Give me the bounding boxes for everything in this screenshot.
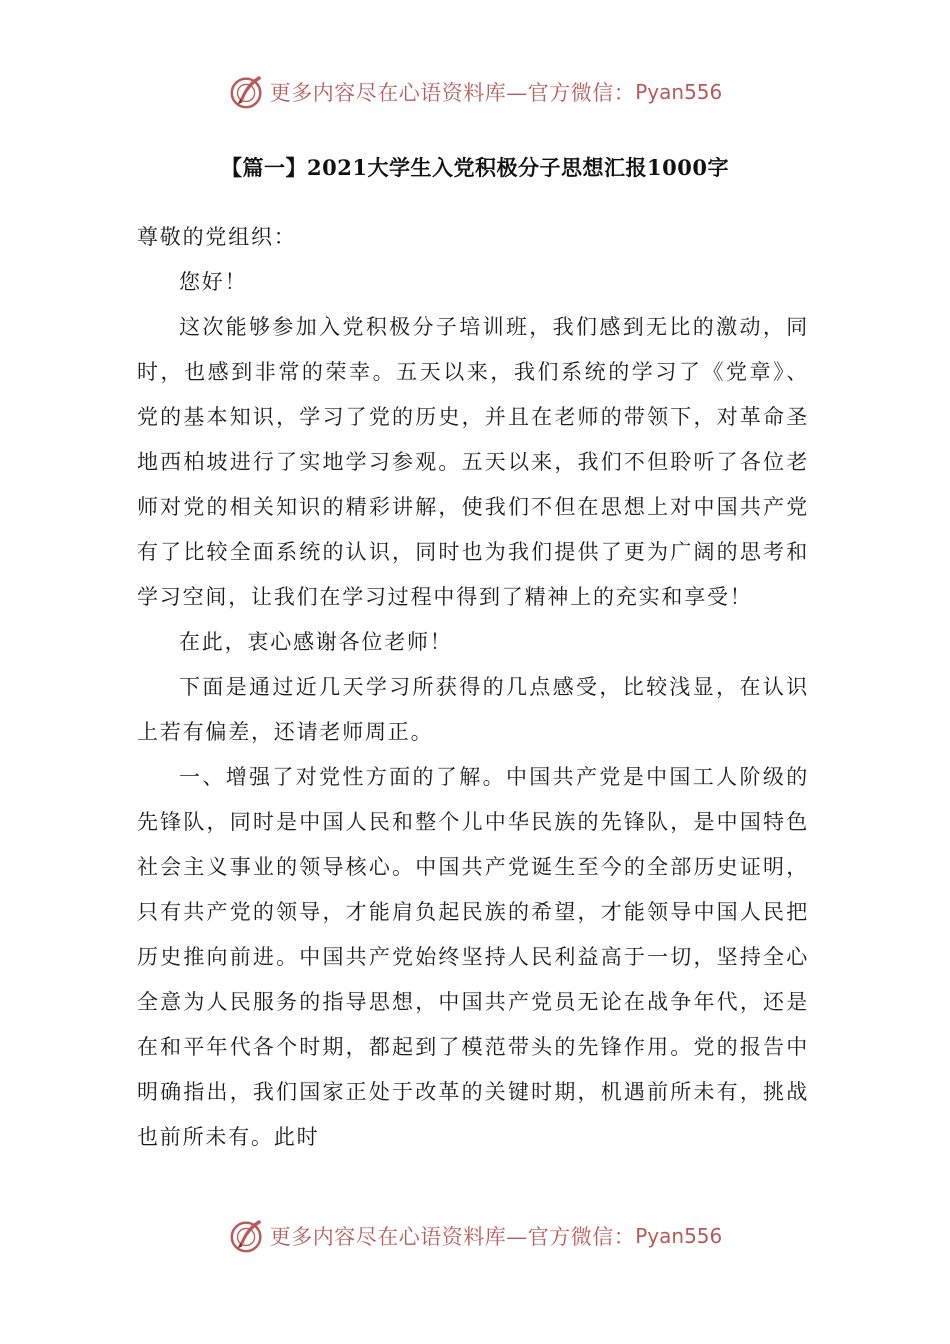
document-title: 【篇一】2021大学生入党积极分子思想汇报1000字 [221,155,729,180]
quill-logo-icon [228,1217,266,1255]
paragraph-thanks: 在此，衷心感谢各位老师！ [179,630,453,654]
paragraph-greeting: 您好！ [179,270,248,294]
paragraph-intro: 这次能够参加入党积极分子培训班，我们感到无比的激动，同时，也感到非常的荣幸。五天以来，我们系统的学习了《党章》、党的基本知识，学习了党的历史，并且在老师的带领下，对革命圣地西柏坡进行了实地学习参观。五天以来，我们不但聆听了各位老师对党的相关知识的精彩讲解，使我们不但在思想上对中国共产党有了比较全面系统的认识，同时也为我们提供了更为广阔的思考和学习空间，让我们在学习过程中得到了精神上的充实和享受！ [137,315,809,609]
document-body [137,215,809,1160]
banner-text: 更多内容尽在心语资料库—官方微信： [269,81,636,105]
salutation: 尊敬的党组织： [137,225,297,249]
header-banner [0,70,950,114]
footer-banner [0,1214,950,1258]
paragraph-preface: 下面是通过近几天学习所获得的几点感受，比较浅显，在认识上若有偏差，还请老师周正。 [137,675,809,744]
wechat-id: Pyan556 [635,80,723,104]
footer-banner-text: 更多内容尽在心语资料库—官方微信： [269,1225,636,1249]
footer-wechat-id: Pyan556 [635,1224,723,1248]
quill-logo-icon [228,73,266,111]
paragraph-point-one: 一、增强了对党性方面的了解。中国共产党是中国工人阶级的先锋队，同时是中国人民和整个儿中华民族的先锋队，是中国特色社会主义事业的领导核心。中国共产党诞生至今的全部历史证明，只有共产党的领导，才能肩负起民族的希望，才能领导中国人民把历史推向前进。中国共产党始终坚持人民利益高于一切，坚持全心全意为人民服务的指导思想，中国共产党员无论在战争年代，还是在和平年代各个时期，都起到了模范带头的先锋作用。党的报告中明确指出，我们国家正处于改革的关键时期，机遇前所未有，挑战也前所未有。此时 [137,765,809,1149]
